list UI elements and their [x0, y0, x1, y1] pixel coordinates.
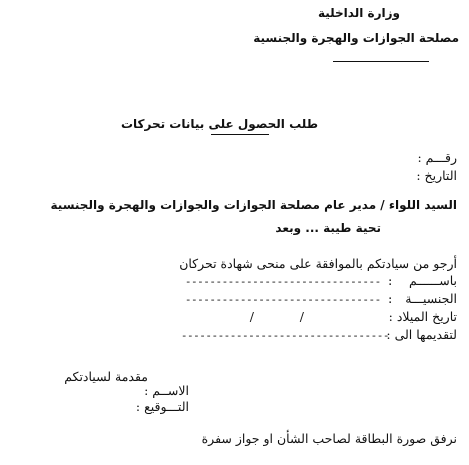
greeting: تحية طيبة ... وبعد	[275, 221, 381, 235]
presented-text: مقدمة لسيادتكم	[64, 369, 148, 384]
name-label: باســــــم	[408, 273, 457, 288]
request-text: أرجو من سيادتكم بالموافقة على منحى شهادة تحركان	[179, 256, 457, 271]
header-rule	[333, 61, 429, 62]
attachment-note: نرفق صورة البطاقة لصاحب الشأن او جواز سفرة	[201, 431, 457, 446]
birthdate-slash-2: /	[249, 309, 254, 324]
submit-to-label: لتقديمها الى :	[386, 327, 457, 342]
birthdate-slash-1: /	[299, 309, 304, 324]
name-field-line: : --------------------------------	[184, 275, 393, 288]
nationality-field-line: : --------------------------------	[184, 293, 393, 306]
number-label: رقـــم :	[417, 150, 457, 165]
birthdate-label: تاريخ الميلاد :	[388, 309, 457, 324]
document-title	[121, 117, 318, 131]
addressee: السيد اللواء / مدير عام مصلحة الجوازات والجوازات والهجرة والجنسية	[50, 198, 457, 212]
signature-label: التـــوقيع :	[135, 399, 189, 414]
document-title-text: طلب الحصول على بيانات تحركات	[120, 117, 318, 131]
ministry-name: وزارة الداخلية	[317, 6, 400, 20]
submit-to-field-line: ----------------------------------	[180, 329, 389, 342]
title-underline	[211, 134, 269, 135]
nationality-label: الجنسيـــة	[405, 291, 457, 306]
department-name: مصلحة الجوازات والهجرة والجنسية	[253, 31, 459, 45]
date-label: التاريخ :	[416, 168, 457, 183]
footer-name-label: الاســم :	[144, 383, 189, 398]
